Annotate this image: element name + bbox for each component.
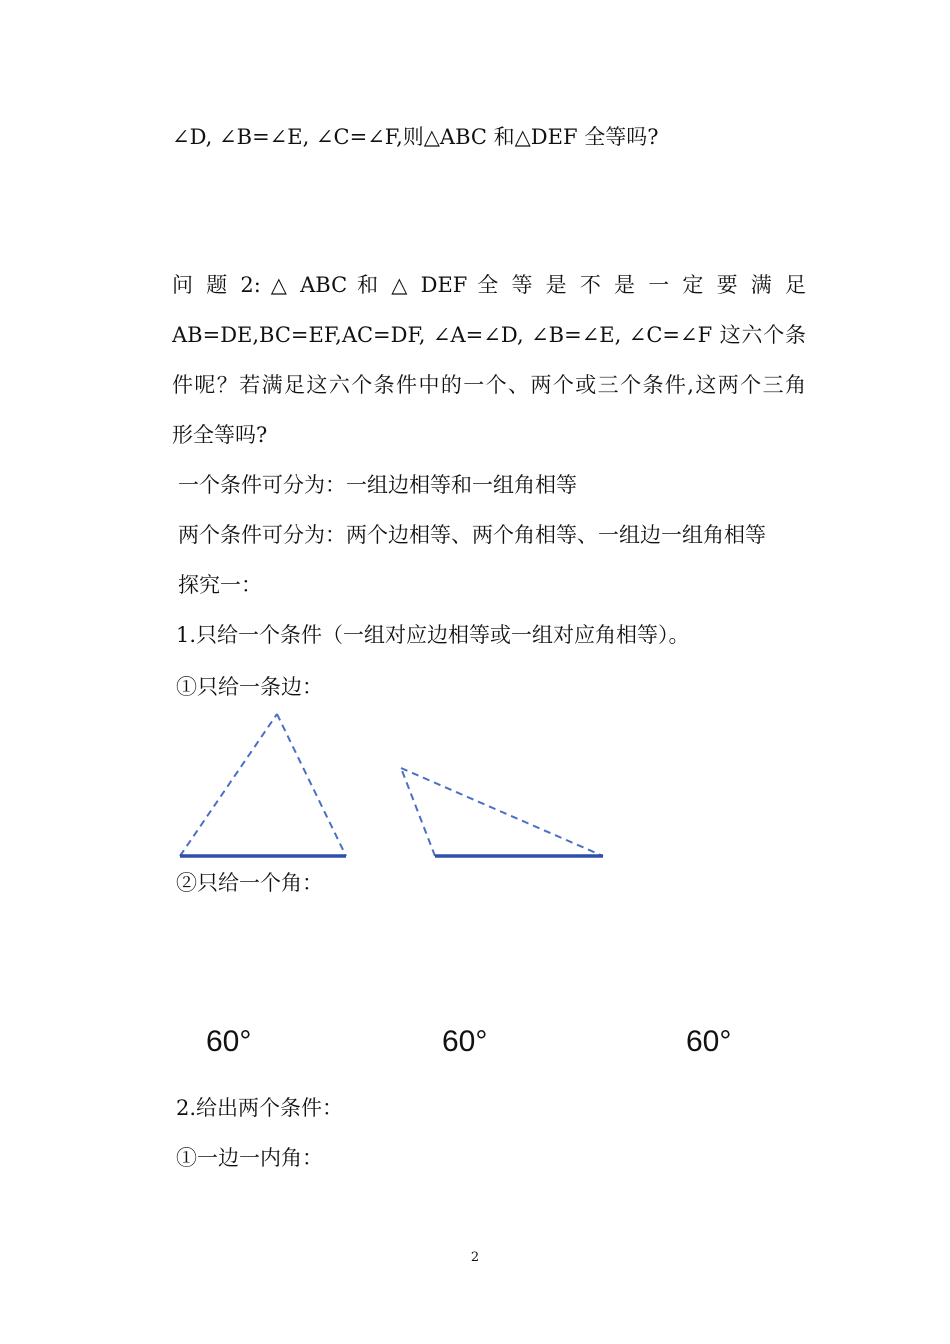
triangle-obtuse: [401, 768, 603, 856]
item-1b-text: ②只给一个角：: [176, 871, 323, 895]
triangle-obtuse-left-side: [401, 768, 435, 856]
triangle-acute: [180, 714, 346, 856]
angle-label-1: 60°: [206, 1025, 252, 1058]
item-2-text: 2.给出两个条件：: [176, 1096, 344, 1120]
triangle-acute-right-side: [277, 714, 346, 856]
angle-label-3: 60°: [686, 1025, 732, 1058]
text-line-angle-condition: ∠D, ∠B=∠E, ∠C=∠F,则△ABC 和△DEF 全等吗?: [172, 125, 659, 149]
question-2-line-3: 件呢？若满足这六个条件中的一个、两个或三个条件,这两个三角: [172, 373, 806, 397]
question-2-line-2: AB=DE,BC=EF,AC=DF, ∠A=∠D, ∠B=∠E, ∠C=∠F 这六个条: [172, 323, 806, 347]
question-2-line-1: 问 题 2: △ ABC 和 △ DEF 全 等 是 不 是 一 定 要 满 足: [172, 273, 806, 297]
page-number: 2: [470, 1250, 480, 1265]
item-1-text: 1.只给一个条件（一组对应边相等或一组对应角相等）。: [176, 623, 690, 647]
two-conditions-text: 两个条件可分为：两个边相等、两个角相等、一组边一组角相等: [178, 523, 766, 547]
item-2a-text: ①一边一内角：: [176, 1146, 323, 1170]
item-1a-text: ①只给一条边：: [176, 675, 323, 699]
one-condition-text: 一个条件可分为：一组边相等和一组角相等: [178, 473, 577, 497]
triangle-acute-left-side: [180, 714, 277, 856]
question-2-line-4: 形全等吗?: [172, 423, 268, 447]
angle-label-2: 60°: [442, 1025, 488, 1058]
triangle-obtuse-top-side: [401, 768, 603, 856]
explore-one-heading: 探究一：: [178, 573, 262, 597]
